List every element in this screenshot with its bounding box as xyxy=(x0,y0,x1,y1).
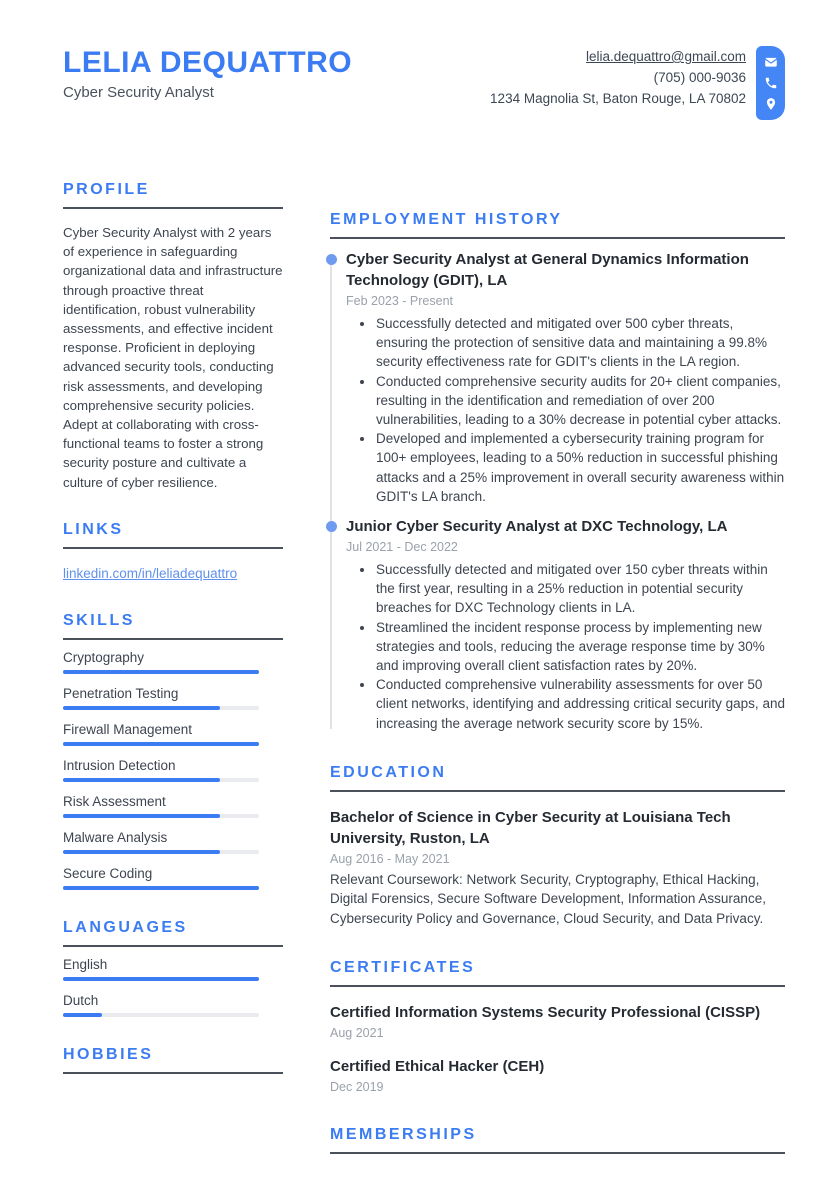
languages-heading: LANGUAGES xyxy=(63,918,188,936)
header-right xyxy=(490,46,785,120)
job-dates: Feb 2023 - Present xyxy=(346,294,454,308)
job-title: Cyber Security Analyst at General Dynamics Information Technology (GDIT), LA xyxy=(346,251,749,289)
person-name: LELIA DEQUATTRO xyxy=(63,46,353,79)
language-item xyxy=(63,992,283,1017)
entry-dates: Aug 2021 xyxy=(330,1026,384,1041)
hobbies-section xyxy=(63,1045,283,1074)
education-list xyxy=(330,807,785,928)
location-icon xyxy=(764,97,778,111)
links-section xyxy=(63,520,283,583)
linkedin-link[interactable]: linkedin.com/in/leliadequattro xyxy=(63,565,238,581)
hobbies-heading: HOBBIES xyxy=(63,1045,154,1063)
header xyxy=(0,0,833,120)
job-bullet-list xyxy=(346,560,785,733)
bullet-item: • Conducted comprehensive vulnerability assessments for over 50 client networks, identifying and addressing critical security gaps, and increasing the average network security score by 15%. xyxy=(375,675,785,733)
phone-number: (705) 000-9036 xyxy=(653,70,746,85)
job-bullet-list xyxy=(346,314,785,506)
profile-heading: PROFILE xyxy=(63,181,150,198)
progress-bar-fill xyxy=(63,778,220,782)
bullet-item: • Successfully detected and mitigated over 150 cyber threats within the first year, resulting in a 25% reduction in potential security breaches for DXC Technology clients in LA. xyxy=(375,560,785,618)
mail-icon xyxy=(764,55,778,69)
skill-item xyxy=(63,721,283,746)
progress-bar xyxy=(63,670,259,674)
skill-item xyxy=(63,757,283,782)
section-rule xyxy=(330,1152,785,1154)
section-rule xyxy=(63,547,283,549)
certificates-entry xyxy=(330,1056,785,1095)
progress-bar xyxy=(63,742,259,746)
section-rule xyxy=(330,790,785,792)
progress-bar xyxy=(63,706,259,710)
contact-block xyxy=(490,46,746,109)
skill-item-label: Firewall Management xyxy=(63,721,193,737)
progress-bar-fill xyxy=(63,1013,102,1017)
section-rule xyxy=(330,237,785,239)
language-item xyxy=(63,956,283,981)
contact-icon-bar xyxy=(756,46,785,120)
memberships-section xyxy=(330,1125,785,1154)
bullet-item: • Successfully detected and mitigated over 500 cyber threats, ensuring the protection of sensitive data and maintaining a 99.8% security effectiveness rate for GDIT's clients in the LA region. xyxy=(375,314,785,372)
skill-item xyxy=(63,865,283,890)
skills-heading: SKILLS xyxy=(63,611,135,629)
progress-bar-fill xyxy=(63,706,220,710)
section-rule xyxy=(330,985,785,987)
bullet-item: • Conducted comprehensive security audits for 20+ client companies, resulting in the identification and remediation of over 200 vulnerabilities, leading to a 30% decrease in potential cyber attacks. xyxy=(375,372,785,430)
skill-item xyxy=(63,829,283,854)
progress-bar-fill xyxy=(63,742,259,746)
progress-bar xyxy=(63,1013,259,1017)
skill-item-label: Risk Assessment xyxy=(63,793,166,809)
progress-bar-fill xyxy=(63,886,259,890)
timeline-dot xyxy=(326,521,337,532)
entry-dates: Aug 2016 - May 2021 xyxy=(330,851,450,866)
profile-text: Cyber Security Analyst with 2 years of experience in safeguarding organizational data and infrastructure through proactive threat identification, robust vulnerability assessments, and effective incident response. Proficient in deploying advanced security tools, conducting risk assessments, and developing comprehensive security policies. Adept at collaborating with cross-functional teams to foster a strong security posture and cultivate a culture of cyber resilience. xyxy=(63,225,283,490)
phone-icon xyxy=(764,76,778,90)
skill-item-label: Cryptography xyxy=(63,649,145,665)
language-item-label: Dutch xyxy=(63,992,99,1008)
entry-title: Certified Information Systems Security Professional (CISSP) xyxy=(330,1004,761,1022)
timeline-dot xyxy=(326,254,337,265)
skill-item-label: Intrusion Detection xyxy=(63,757,176,773)
skills-section xyxy=(63,611,283,890)
section-rule xyxy=(63,945,283,947)
progress-bar-fill xyxy=(63,670,259,674)
education-section xyxy=(330,763,785,928)
skill-item xyxy=(63,685,283,710)
job-dates: Jul 2021 - Dec 2022 xyxy=(346,540,458,555)
content-columns xyxy=(0,180,833,1154)
progress-bar xyxy=(63,850,259,854)
entry-title: Bachelor of Science in Cyber Security at Louisiana Tech University, Ruston, LA xyxy=(330,808,731,847)
employment-heading: EMPLOYMENT HISTORY xyxy=(330,211,563,228)
bullet-item: • Developed and implemented a cybersecurity training program for 100+ employees, leading to a 50% reduction in successful phishing attacks and a 25% improvement in overall security awareness within GDIT's LA branch. xyxy=(375,429,785,506)
entry-title: Certified Ethical Hacker (CEH) xyxy=(330,1058,545,1076)
address: 1234 Magnolia St, Baton Rouge, LA 70802 xyxy=(490,91,746,106)
education-heading: EDUCATION xyxy=(330,763,447,781)
section-rule xyxy=(63,1072,283,1074)
certificates-heading: CERTIFICATES xyxy=(330,959,476,977)
skills-list xyxy=(63,649,283,890)
job-title: Junior Cyber Security Analyst at DXC Technology, LA xyxy=(346,518,728,536)
skill-item xyxy=(63,793,283,818)
profile-section xyxy=(63,180,283,492)
progress-bar-fill xyxy=(63,814,220,818)
progress-bar xyxy=(63,886,259,890)
progress-bar xyxy=(63,814,259,818)
certificates-entry xyxy=(330,1002,785,1041)
memberships-heading: MEMBERSHIPS xyxy=(330,1126,477,1144)
job-entry xyxy=(330,516,785,733)
progress-bar xyxy=(63,778,259,782)
skill-item-label: Malware Analysis xyxy=(63,829,168,845)
progress-bar-fill xyxy=(63,977,259,981)
languages-list xyxy=(63,956,283,1017)
languages-section xyxy=(63,918,283,1017)
section-rule xyxy=(63,638,283,640)
language-item-label: English xyxy=(63,956,108,972)
skill-item-label: Penetration Testing xyxy=(63,685,179,701)
section-rule xyxy=(63,207,283,209)
left-column xyxy=(63,180,283,1154)
skill-item xyxy=(63,649,283,674)
entry-description: Relevant Coursework: Network Security, Cryptography, Ethical Hacking, Digital Forensics, Secure Software Development, Information Assurance, Cybersecurity Policy and Governance, Cloud Security, and Data Privacy. xyxy=(330,871,766,926)
progress-bar xyxy=(63,977,259,981)
header-left xyxy=(63,46,352,103)
right-column xyxy=(330,180,785,1154)
employment-timeline xyxy=(330,249,785,733)
skill-item-label: Secure Coding xyxy=(63,865,153,881)
employment-section xyxy=(330,210,785,733)
person-job-title: Cyber Security Analyst xyxy=(63,84,214,101)
job-entry xyxy=(330,249,785,506)
education-entry xyxy=(330,807,785,928)
certificates-section xyxy=(330,958,785,1095)
progress-bar-fill xyxy=(63,850,220,854)
links-heading: LINKS xyxy=(63,520,124,538)
bullet-item: • Streamlined the incident response process by implementing new strategies and tools, reducing the average response time by 30% and improving overall client satisfaction rates by 20%. xyxy=(375,618,785,676)
email-link[interactable]: lelia.dequattro@gmail.com xyxy=(585,49,746,64)
certificates-list xyxy=(330,1002,785,1095)
entry-dates: Dec 2019 xyxy=(330,1080,384,1095)
